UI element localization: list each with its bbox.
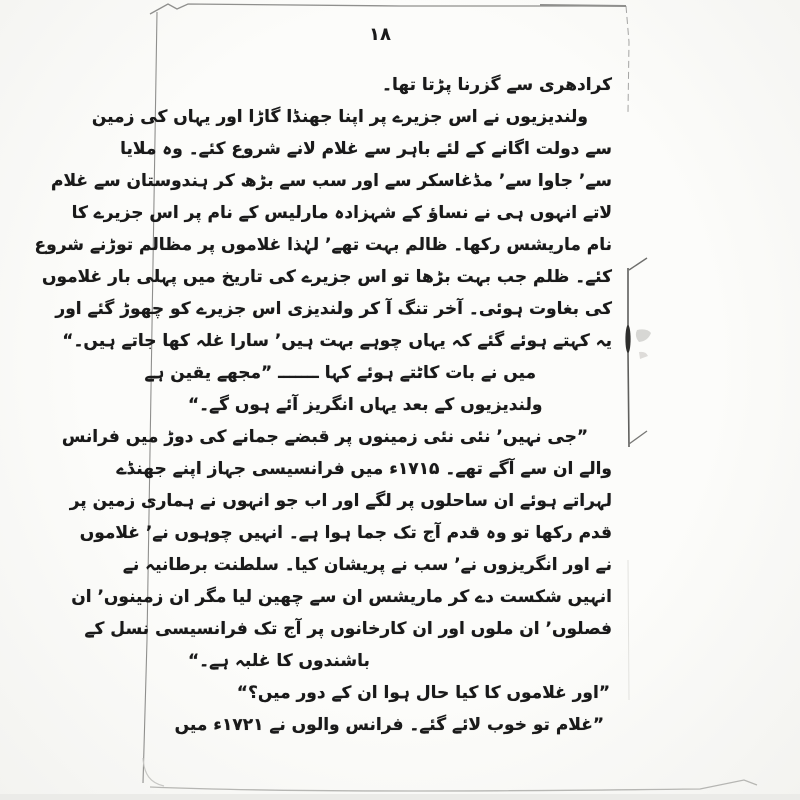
- text-line: لہراتے ہوئے ان ساحلوں پر لگے اور اب جو انہوں نے ہماری زمین پر: [69, 491, 612, 511]
- scan-smudge: [636, 329, 651, 342]
- top-border-dark-segment: [540, 5, 626, 6]
- page-number: ۱۸: [369, 24, 391, 45]
- text-line: سے دولت اگانے کے لئے باہر سے غلام لانے شروع کئے۔ وہ ملایا: [120, 139, 612, 159]
- text-line: کئے۔ ظلم جب بہت بڑھا تو اس جزیرے کی تاریخ میں پہلی بار غلاموں: [41, 267, 612, 287]
- text-line: ”اور غلاموں کا کیا حال ہوا ان کے دور میں؟“: [236, 683, 610, 703]
- text-line: نام ماریشس رکھا۔ ظالم بہت تھے’ لہٰذا غلاموں پر مظالم توڑنے شروع: [34, 235, 612, 255]
- text-line: یہ کہتے ہوئے گئے کہ یہاں چوہے بہت ہیں’ سارا غلہ کھا جاتے ہیں۔“: [62, 331, 612, 351]
- text-line: باشندوں کا غلبہ ہے۔“: [188, 651, 370, 671]
- top-border-line: [150, 4, 626, 14]
- right-border-tick-top: [629, 258, 647, 270]
- bottom-left-corner-curve: [143, 758, 164, 786]
- text-line: والے ان سے آگے تھے۔ ۱۷۱۵ء میں فرانسیسی جہاز اپنے جھنڈے: [116, 459, 612, 479]
- text-line: لاتے انہوں ہی نے نساؤ کے شہزادہ مارلیس کے نام پر اس جزیرے کا: [71, 203, 612, 223]
- right-border-line-faint-lower: [628, 560, 629, 700]
- body-text: [34, 69, 612, 741]
- right-border-ink-blob: [625, 325, 630, 353]
- text-line: انہیں شکست دے کر ماریشس ان سے چھین لیا مگر ان زمینوں’ ان: [71, 587, 612, 607]
- right-border-line-mid: [628, 268, 629, 447]
- right-border-line-upper: [626, 6, 629, 112]
- text-line: سے’ جاوا سے’ مڈغاسکر سے اور سب سے بڑھ کر ہندوستان سے غلام: [51, 171, 612, 191]
- text-line: ”جی نہیں’ نئی نئی زمینوں پر قبضے جمانے کی دوڑ میں فرانس: [61, 427, 588, 447]
- text-line: کی بغاوت ہوئی۔ آخر تنگ آ کر ولندیزی اس جزیرے کو چھوڑ گئے اور: [55, 299, 612, 319]
- text-line: نے اور انگریزوں نے’ سب نے پریشان کیا۔ سلطنت برطانیہ نے: [122, 555, 612, 575]
- right-border-tick-bottom: [629, 431, 647, 444]
- text-line: فصلوں’ ان ملوں اور ان کارخانوں پر آج تک فرانسیسی نسل کے: [84, 619, 612, 639]
- text-line: کرادھری سے گزرنا پڑتا تھا۔: [382, 75, 612, 95]
- text-line: ”غلام تو خوب لائے گئے۔ فرانس والوں نے ۱۷۲۱ء میں: [174, 715, 604, 735]
- text-line: ولندیزیوں کے بعد یہاں انگریز آئے ہوں گے۔“: [188, 395, 543, 415]
- bottom-border-line: [150, 780, 757, 791]
- text-line: قدم رکھا تو وہ قدم آج تک جما ہوا ہے۔ انہیں چوہوں نے’ غلاموں: [79, 523, 612, 543]
- scan-smudge: [639, 352, 648, 359]
- scan-bottom-edge: [0, 794, 800, 800]
- text-line: میں نے بات کاٹتے ہوئے کہا ـــــــ ”مجھے یقین ہے: [144, 363, 536, 383]
- text-line: ولندیزیوں نے اس جزیرے پر اپنا جھنڈا گاڑا اور یہاں کی زمین: [91, 107, 588, 127]
